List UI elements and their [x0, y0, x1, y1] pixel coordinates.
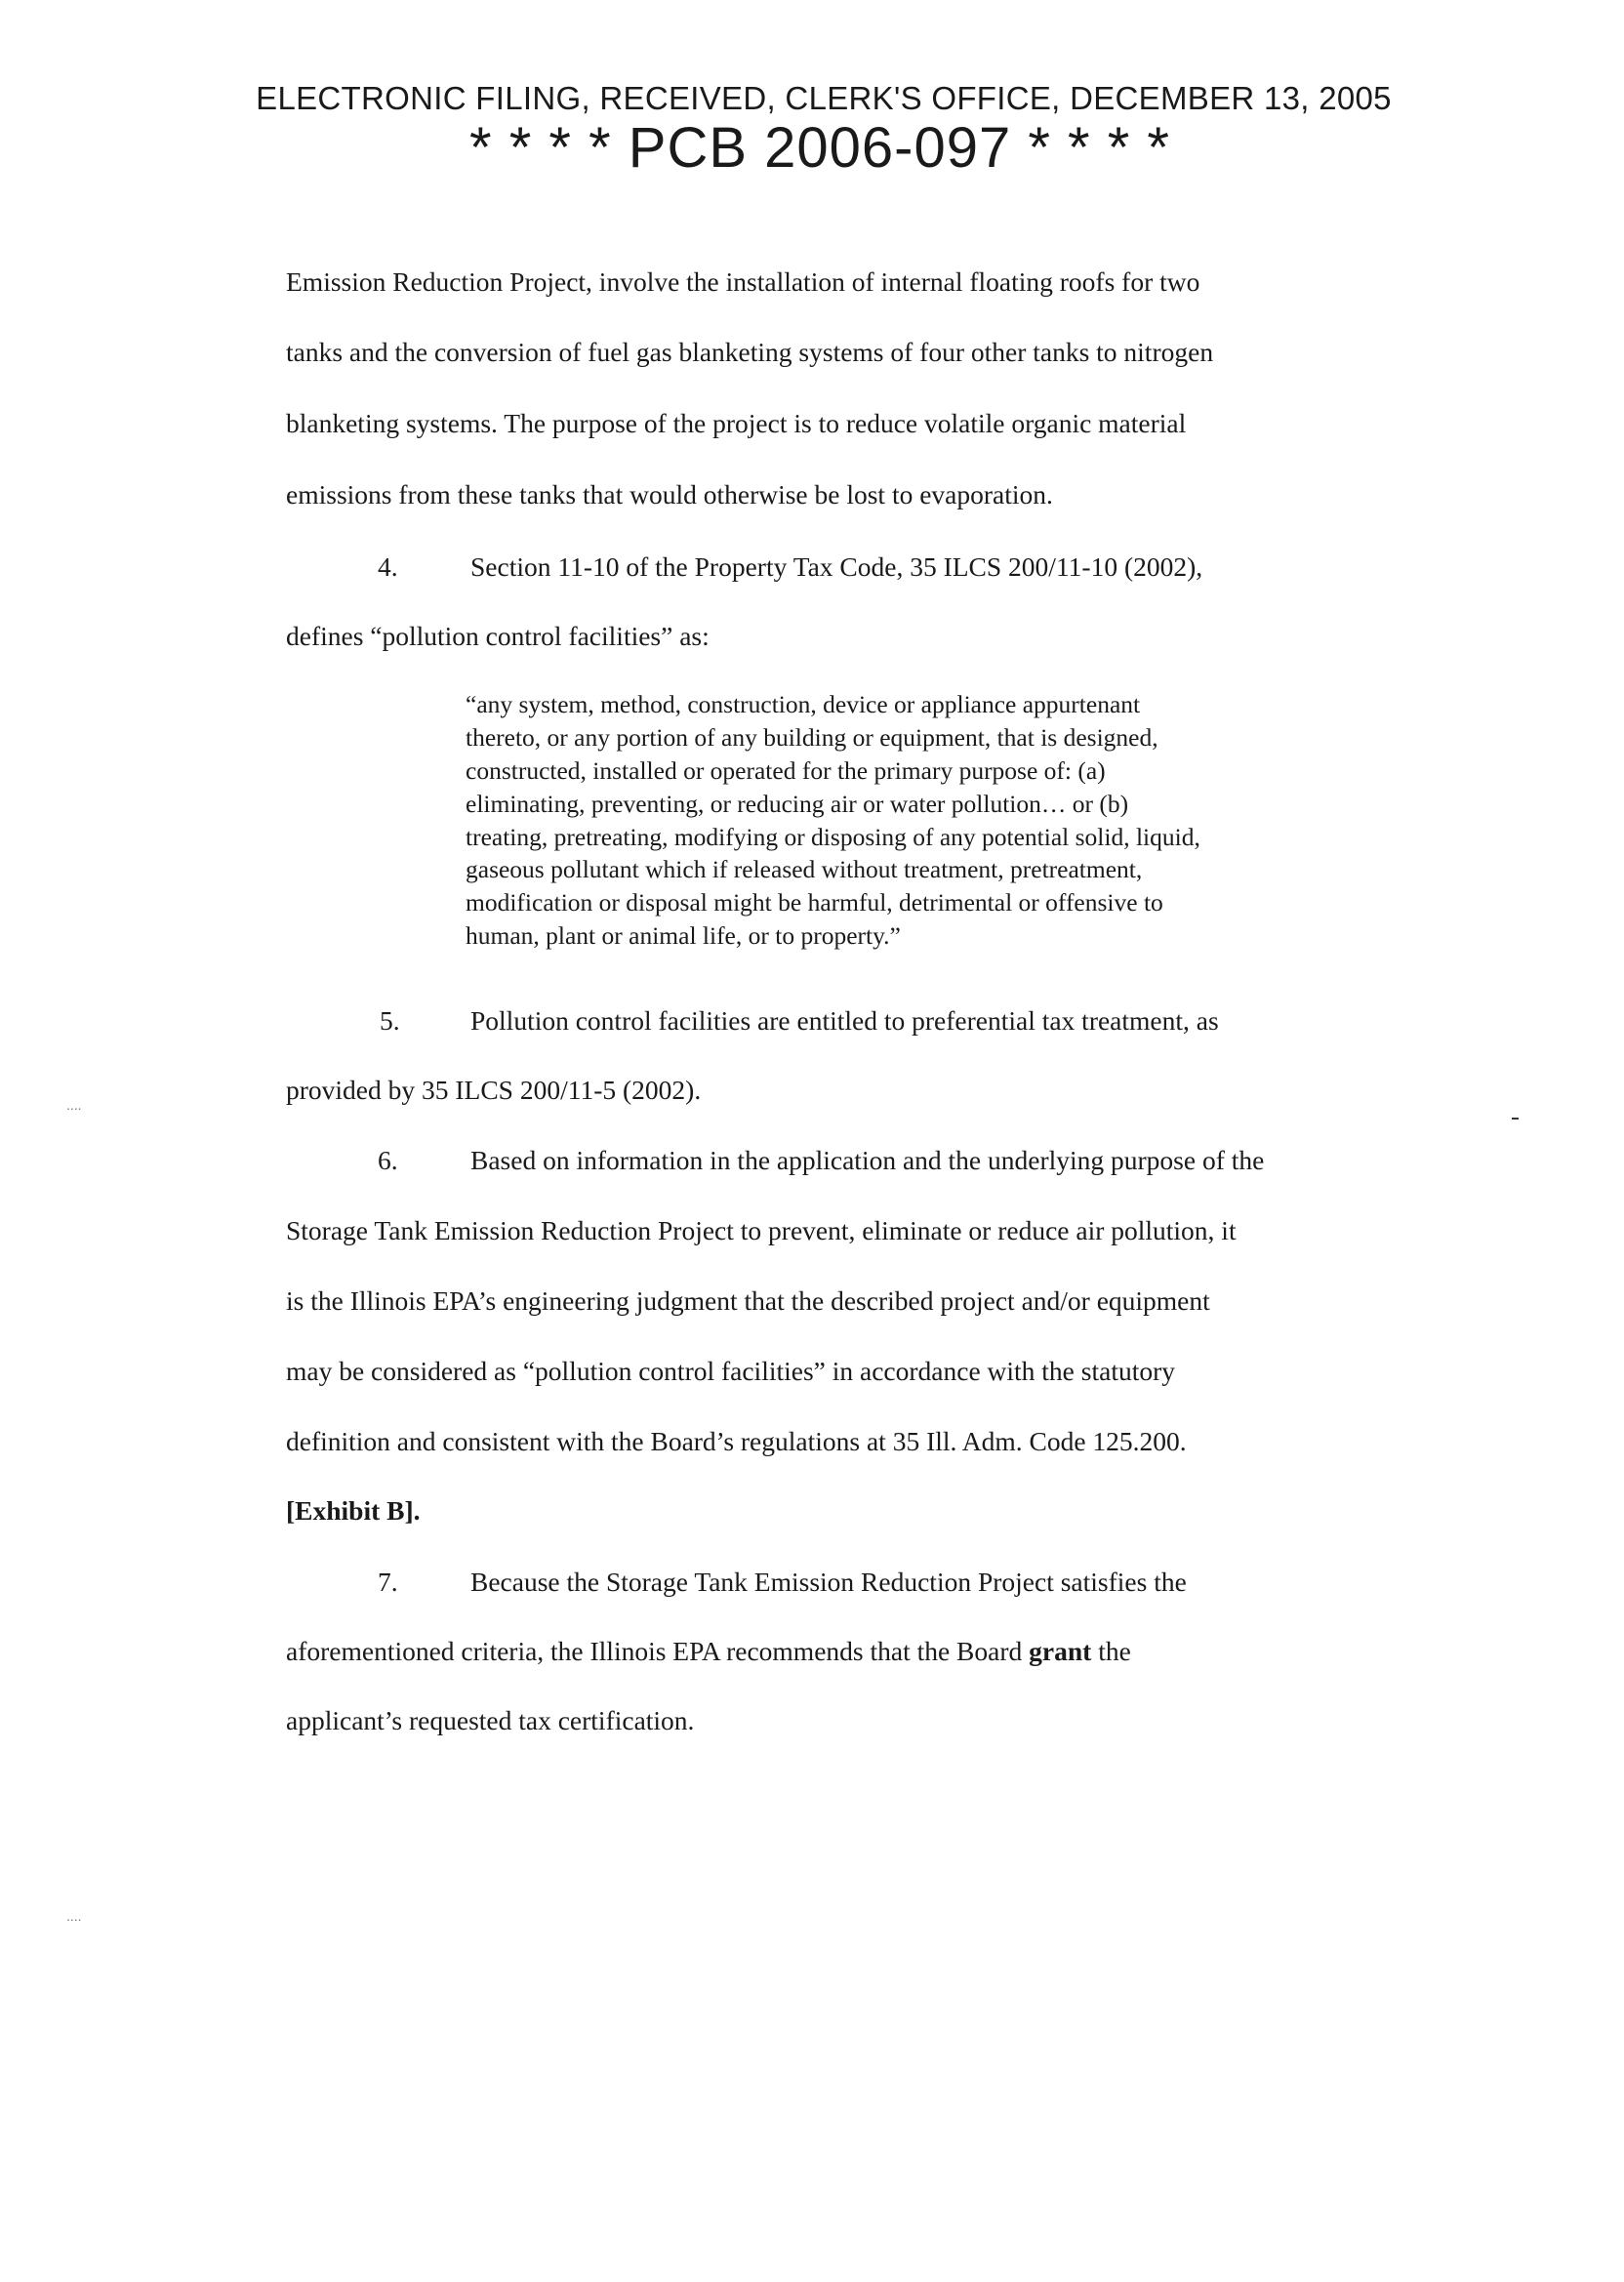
- statute-quote-line-1: “any system, method, construction, device or appliance appurtenant: [466, 690, 1141, 718]
- para5-line-2: provided by 35 ILCS 200/11-5 (2002).: [286, 1075, 702, 1105]
- para6-line-4: may be considered as “pollution control facilities” in accordance with the statutory: [286, 1356, 1176, 1386]
- para6-line-3: is the Illinois EPA’s engineering judgment that the described project and/or equipment: [286, 1285, 1210, 1316]
- statute-quote-line-5: treating, pretreating, modifying or disposing of any potential solid, liquid,: [466, 823, 1200, 851]
- exhibit-reference: [Exhibit B].: [286, 1495, 421, 1526]
- para4-number: 4.: [378, 551, 398, 582]
- para7-line-2-end: the: [1091, 1636, 1131, 1666]
- statute-quote-line-8: human, plant or animal life, or to property.”: [466, 921, 901, 950]
- para4-line-2: defines “pollution control facilities” as:: [286, 621, 710, 651]
- para3-line-2: tanks and the conversion of fuel gas blanketing systems of four other tanks to nitrogen: [286, 337, 1214, 367]
- para3-line-4: emissions from these tanks that would otherwise be lost to evaporation.: [286, 479, 1053, 509]
- para3-line-3: blanketing systems. The purpose of the project is to reduce volatile organic material: [286, 408, 1187, 438]
- para7-line-3: applicant’s requested tax certification.: [286, 1705, 695, 1735]
- para7-line-1: Because the Storage Tank Emission Reduction Project satisfies the: [470, 1567, 1187, 1597]
- statute-quote-line-7: modification or disposal might be harmful, detrimental or offensive to: [466, 888, 1163, 917]
- case-number-stamp: * * * * PCB 2006-097 * * * *: [469, 116, 1170, 180]
- para3-line-1: Emission Reduction Project, involve the installation of internal floating roofs for two: [286, 266, 1200, 297]
- statute-quote-line-3: constructed, installed or operated for the primary purpose of: (a): [466, 756, 1106, 785]
- para6-line-5: definition and consistent with the Board’s regulations at 35 Ill. Adm. Code 125.200.: [286, 1426, 1187, 1456]
- filing-stamp-line: ELECTRONIC FILING, RECEIVED, CLERK'S OFFICE, DECEMBER 13, 2005: [256, 80, 1392, 116]
- scan-speck: ....: [66, 1097, 82, 1113]
- scan-mark: [1512, 1118, 1519, 1120]
- para5-number: 5.: [380, 1005, 400, 1036]
- para6-number: 6.: [378, 1145, 398, 1175]
- para5-line-1: Pollution control facilities are entitled to preferential tax treatment, as: [470, 1005, 1219, 1036]
- statute-quote-line-2: thereto, or any portion of any building or equipment, that is designed,: [466, 723, 1158, 752]
- para4-line-1: Section 11-10 of the Property Tax Code, 35 ILCS 200/11-10 (2002),: [470, 551, 1203, 582]
- statute-quote-line-6: gaseous pollutant which if released without treatment, pretreatment,: [466, 855, 1143, 883]
- para7-number: 7.: [378, 1567, 398, 1597]
- para6-line-1: Based on information in the application and the underlying purpose of the: [470, 1145, 1265, 1175]
- scan-speck: ....: [66, 1908, 82, 1924]
- statute-quote-line-4: eliminating, preventing, or reducing air or water pollution… or (b): [466, 790, 1129, 818]
- para7-line-2: [286, 1636, 1131, 1667]
- para6-line-2: Storage Tank Emission Reduction Project to prevent, eliminate or reduce air pollution, it: [286, 1215, 1237, 1245]
- grant-recommendation: grant: [1029, 1636, 1092, 1666]
- para7-line-2-start: aforementioned criteria, the Illinois EPA recommends that the Board: [286, 1636, 1030, 1666]
